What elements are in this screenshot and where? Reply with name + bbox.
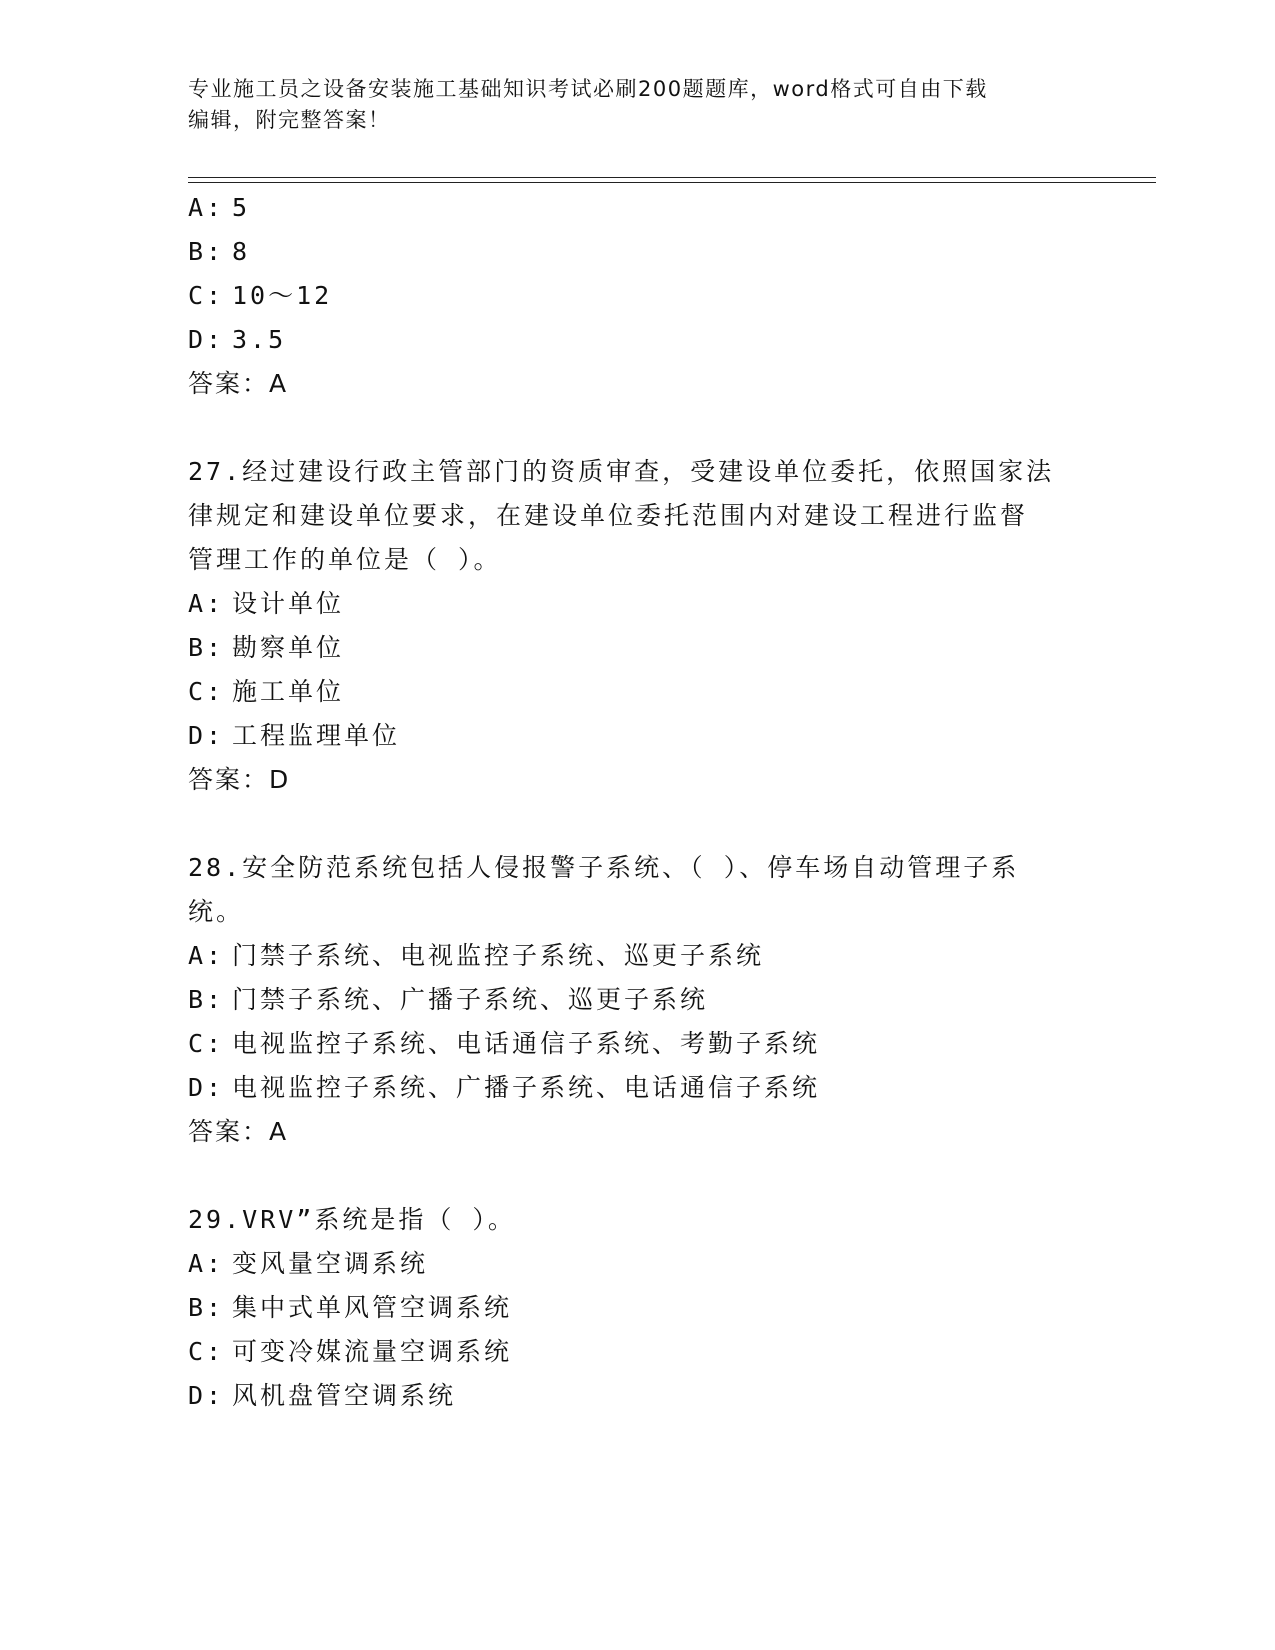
q29-option-a: A: 变风量空调系统	[188, 1249, 429, 1278]
q26-option-a: A: 5	[188, 193, 251, 222]
q28-option-c: C: 电视监控子系统、电话通信子系统、考勤子系统	[188, 1029, 821, 1058]
header-line-1: 专业施工员之设备安装施工基础知识考试必刷200题题库，word格式可自由下载	[188, 77, 988, 101]
q28-option-a: A: 门禁子系统、电视监控子系统、巡更子系统	[188, 941, 765, 970]
q28-answer: 答案：A	[188, 1117, 289, 1146]
q29-option-b: B: 集中式单风管空调系统	[188, 1293, 513, 1322]
q27-stem-line-1: 27.经过建设行政主管部门的资质审查，受建设单位委托，依照国家法	[188, 457, 1055, 486]
q27-option-a: A: 设计单位	[188, 589, 345, 618]
q29-option-d: D: 风机盘管空调系统	[188, 1381, 457, 1410]
q28-option-d: D: 电视监控子系统、广播子系统、电话通信子系统	[188, 1073, 821, 1102]
q27-option-b: B: 勘察单位	[188, 633, 345, 662]
q26-answer: 答案：A	[188, 369, 289, 398]
q28-stem-line-1: 28.安全防范系统包括人侵报警子系统、（ ）、停车场自动管理子系	[188, 853, 1020, 882]
header-line-2: 编辑，附完整答案！	[188, 108, 391, 132]
q27-option-c: C: 施工单位	[188, 677, 345, 706]
header-divider-top	[188, 177, 1156, 178]
q29-stem-line-1: 29.VRV”系统是指（ ）。	[188, 1205, 516, 1234]
q28-stem-line-2: 统。	[188, 897, 245, 926]
q26-option-b: B: 8	[188, 237, 251, 266]
q26-option-d: D: 3.5	[188, 325, 287, 354]
q27-option-d: D: 工程监理单位	[188, 721, 401, 750]
q26-option-c: C: 10～12	[188, 281, 333, 310]
q28-option-b: B: 门禁子系统、广播子系统、巡更子系统	[188, 985, 709, 1014]
document-header	[188, 74, 1088, 136]
header-divider-bottom	[188, 182, 1156, 183]
q27-stem-line-2: 律规定和建设单位要求，在建设单位委托范围内对建设工程进行监督	[188, 501, 1029, 530]
q27-stem-line-3: 管理工作的单位是（ ）。	[188, 545, 502, 574]
q29-option-c: C: 可变冷媒流量空调系统	[188, 1337, 513, 1366]
q27-answer: 答案：D	[188, 765, 291, 794]
